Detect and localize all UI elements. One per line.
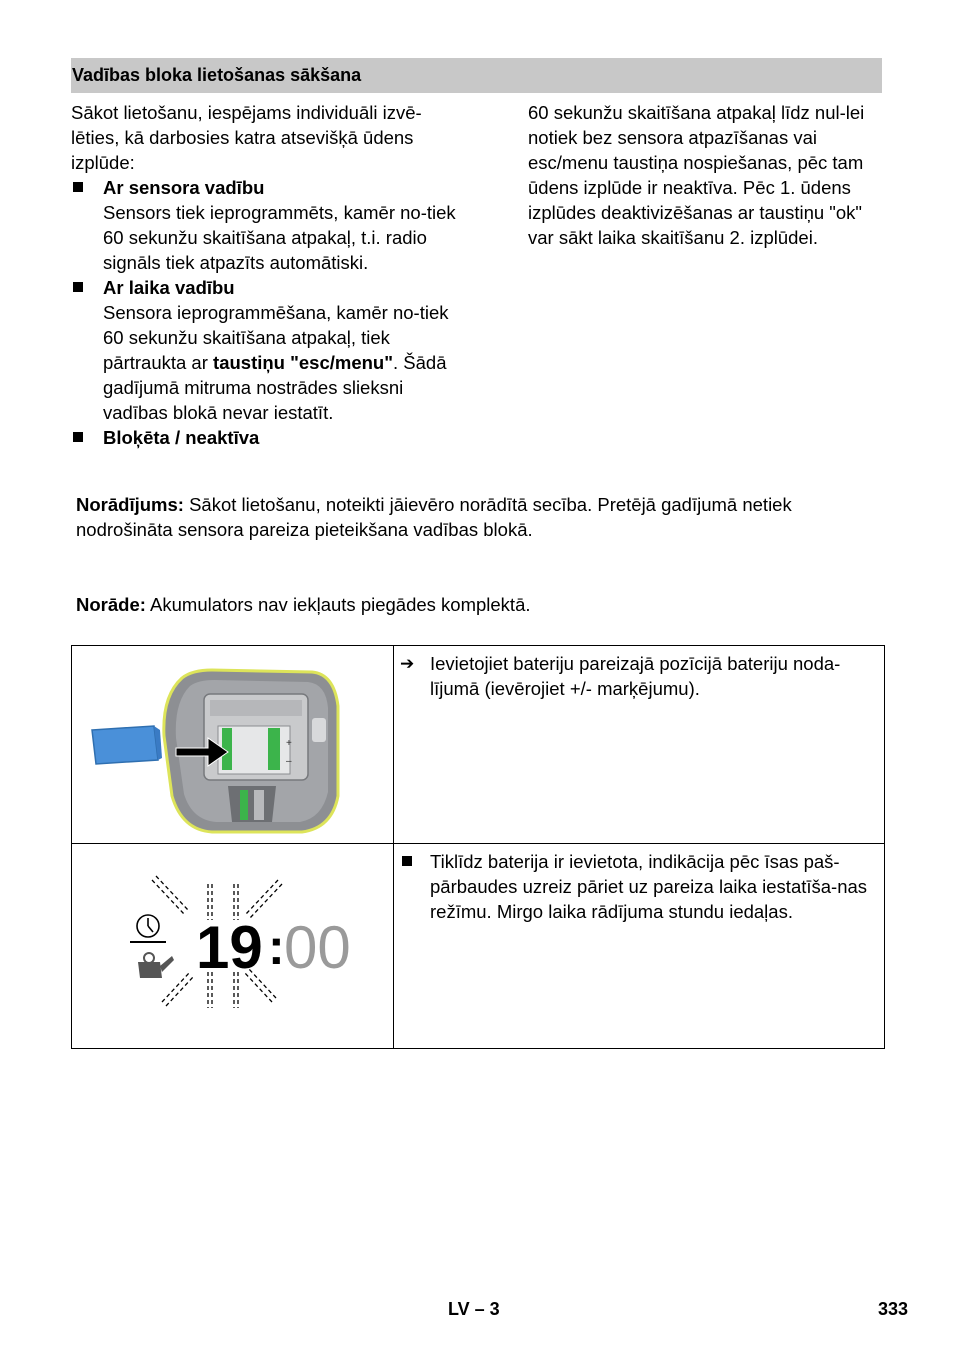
battery-contact-plus: [268, 728, 280, 770]
note-label: Norāde:: [76, 594, 146, 615]
option-title: Ar laika vadību: [103, 277, 235, 298]
step-row: [72, 844, 885, 1049]
bullet-square-icon: [402, 856, 412, 866]
svg-text:–: –: [286, 756, 292, 767]
intro-text: Sākot lietošanu, iespējams individuāli izvē-lēties, kā darbosies katra atsevišķā ūdens izplūde:: [71, 102, 422, 173]
option-body-part: Sensora ieprogrammēšana, kamēr no-tiek 60 sekunžu skaitīšana atpakaļ, tiek pārtraukta ar: [103, 302, 449, 373]
footer-language: LV – 3: [448, 1299, 500, 1319]
step-text-cell: [394, 646, 885, 844]
step-text: Ievietojiet bateriju pareizajā pozīcijā bateriju noda-lījumā (ievērojiet +/- marķējumu).: [430, 653, 841, 699]
clock-icon: [130, 915, 166, 942]
step-instruction: [394, 844, 884, 924]
steps-table: [71, 645, 885, 1049]
display-separator: :: [268, 919, 285, 975]
note-text: Sākot lietošanu, noteikti jāievēro norādītā secība. Pretējā gadījumā netiek nodrošināta sensora pareiza pieteikšana vadības blokā.: [76, 494, 792, 540]
note-text: Akumulators nav iekļauts piegādes komplektā.: [145, 594, 531, 615]
page-number: 333: [878, 1299, 909, 1319]
option-body: [103, 300, 466, 425]
esc-menu-key: taustiņu "esc/menu": [213, 352, 393, 373]
step-text: Tiklīdz baterija ir ievietota, indikācija pēc īsas paš-pārbaudes uzreiz pāriet uz pareiza laika iestatīša-nas režīmu. Mirgo laika rādījuma stundu iedaļas.: [430, 851, 868, 922]
battery-illustration-cell: [72, 646, 394, 844]
option-body: Sensors tiek ieprogrammēts, kamēr no-tiek 60 sekunžu skaitīšana atpakaļ, t.i. radio signāls tiek atpazīts automātiski.: [103, 202, 456, 273]
option-sensor: [71, 175, 466, 275]
step-row: [72, 646, 885, 844]
step-instruction: [394, 646, 884, 701]
option-blocked: [71, 425, 466, 450]
section-title: Vadības bloka lietošanas sākšana: [71, 58, 882, 93]
left-column: [71, 100, 466, 450]
arrow-right-icon: ➔: [400, 654, 415, 673]
display-minutes: 00: [284, 914, 351, 981]
display-hours: 19: [196, 914, 263, 981]
watering-can-icon: [138, 953, 174, 978]
battery-insert-illustration: [72, 646, 393, 838]
note-battery: [76, 592, 886, 617]
lcd-display-illustration: [72, 844, 393, 1043]
note-label: Norādījums:: [76, 494, 184, 515]
display-illustration-cell: [72, 844, 394, 1049]
bullet-square-icon: [73, 282, 83, 292]
option-title: Bloķēta / neaktīva: [103, 427, 260, 448]
bullet-square-icon: [73, 432, 83, 442]
option-title: Ar sensora vadību: [103, 177, 265, 198]
option-body-part: . Šādā gadījumā mitruma nostrādes slieksni vadības blokā nevar iestatīt.: [103, 352, 447, 423]
note-important: [76, 492, 886, 542]
option-time: [71, 275, 466, 425]
bullet-square-icon: [73, 182, 83, 192]
right-column: 60 sekunžu skaitīšana atpakaļ līdz nul-lei notiek bez sensora atpazīšanas vai esc/menu taustiņa nospiešanas, pēc tam ūdens izplūde ir neaktīva. Pēc 1. ūdens izplūdes deaktivizēšanas ar taustiņu "ok" var sākt laika skaitīšanu 2. izplūdei.: [528, 102, 865, 248]
svg-text:+: +: [286, 738, 292, 749]
step-text-cell: [394, 844, 885, 1049]
